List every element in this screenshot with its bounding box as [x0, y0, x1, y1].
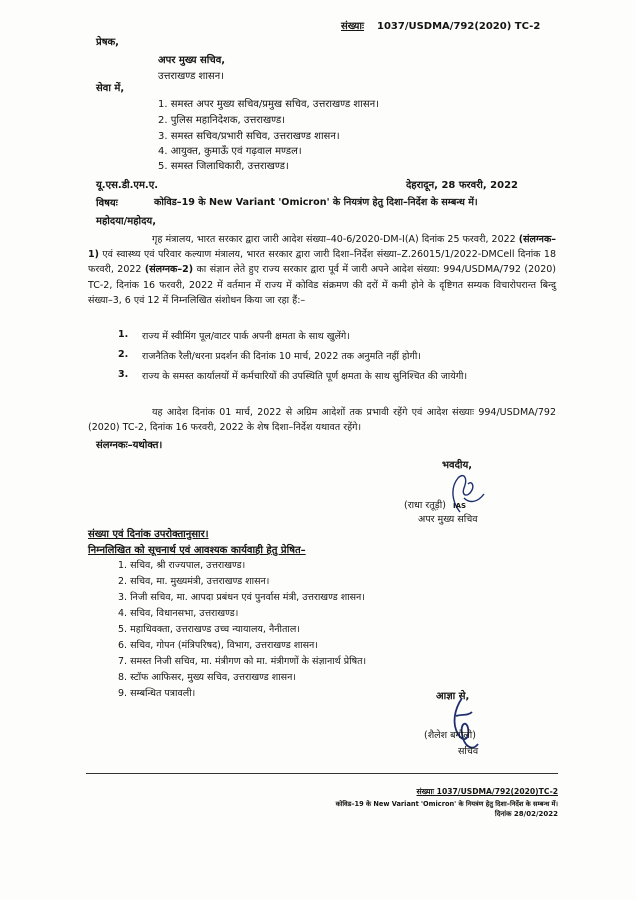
- body-text: गृह मंत्रालय, भारत सरकार द्वारा जारी आदेश संख्या–40-6/2020-DM-I(A) दिनांक 25 फरवरी, 2022: [152, 234, 519, 245]
- department-code: यू.एस.डी.एम.ए.: [96, 180, 159, 191]
- ref-number: 1037/USDMA/792(2020) TC-2: [377, 21, 541, 32]
- copy-item: 2. सचिव, मा. मुख्यमंत्री, उत्तराखण्ड शासन।: [118, 576, 270, 587]
- amendment-item: [118, 369, 568, 401]
- subject-label: विषयः: [96, 198, 118, 209]
- recipient-item: 2. पुलिस महानिदेशक, उत्तराखण्ड।: [158, 115, 286, 126]
- signature-closing: भवदीय,: [442, 460, 473, 471]
- copy-item: 7. समस्त निजी सचिव, मा. मंत्रीगण को मा. मंत्रीगणों के संज्ञानार्थ प्रेषित।: [118, 656, 367, 667]
- closing-paragraph: यह आदेश दिनांक 01 मार्च, 2022 से अग्रिम आदेशों तक प्रभावी रहेंगे एवं आदेश संख्याः 994/USDMA/792 (2020) TC-2, दिनांक 16 फरवरी, 2022 के शेष दिशा–निर्देश यथावत रहेंगे।: [88, 407, 556, 434]
- signatory-suffix: IAS: [452, 502, 467, 510]
- signatory-designation-1: अपर मुख्य सचिव: [418, 514, 478, 525]
- copy-item: 8. स्टॉफ आफिसर, मुख्य सचिव, उत्तराखण्ड शासन।: [118, 672, 296, 683]
- footer-date: दिनांक 28/02/2022: [494, 810, 558, 818]
- recipient-item: 5. समस्त जिलाधिकारी, उत्तराखण्ड।: [158, 161, 289, 172]
- enclosure-note: संलग्नकः–यथोक्त।: [96, 440, 163, 451]
- amendment-text: राज्य में स्वीमिंग पूल/वाटर पार्क अपनी क्षमता के साथ खुलेंगे।: [142, 331, 350, 342]
- copy-heading-1: संख्या एवं दिनांक उपरोक्तानुसार।: [88, 529, 209, 540]
- signature-closing-2: आज्ञा से,: [436, 691, 470, 702]
- footer-reference: संख्याः 1037/USDMA/792(2020)TC-2: [416, 787, 558, 796]
- copy-item: 1. सचिव, श्री राज्यपाल, उत्तराखण्ड।: [118, 560, 246, 571]
- amendment-item: [118, 349, 568, 365]
- recipient-item: 4. आयुक्त, कुमाऊँ एवं गढ़वाल मण्डल।: [158, 146, 302, 157]
- reference-number: [341, 18, 540, 32]
- amendment-number: 2.: [118, 349, 129, 360]
- copy-item: 6. सचिव, गोपन (मंत्रिपरिषद), विभाग, उत्तराखण्ड शासन।: [118, 640, 318, 651]
- sender-label: प्रेषक,: [96, 37, 119, 48]
- signatory-name-1: [404, 498, 466, 511]
- signatory-name-2: (शैलेश बगौली): [424, 730, 476, 741]
- recipient-item: 1. समस्त अपर मुख्य सचिव/प्रमुख सचिव, उत्तराखण्ड शासन।: [158, 99, 379, 110]
- amendment-text: राजनैतिक रैली/धरना प्रदर्शन की दिनांक 10 मार्च, 2022 तक अनुमति नहीं होगी।: [142, 351, 421, 362]
- footer-divider: [86, 773, 558, 774]
- copy-item: 9. सम्बन्धित पत्रावली।: [118, 688, 196, 699]
- recipient-item: 3. समस्त सचिव/प्रभारी सचिव, उत्तराखण्ड शासन।: [158, 131, 340, 142]
- ref-label: संख्याः: [341, 21, 365, 32]
- subject-text: कोविड–19 के New Variant 'Omicron' के नियत्रंण हेतु दिशा–निर्देश के सम्बन्ध में।: [154, 197, 478, 208]
- enclosure-ref-1: (संलग्नक–1): [88, 234, 556, 261]
- amendment-number: 1.: [118, 329, 129, 340]
- copy-heading-2: निम्नलिखित को सूचनार्थ एवं आवश्यक कार्यवाही हेतु प्रेषित–: [88, 545, 306, 556]
- place-date: देहरादून, 28 फरवरी, 2022: [406, 180, 518, 191]
- amendment-number: 3.: [118, 369, 129, 380]
- signatory-designation-2: सचिव: [458, 746, 479, 757]
- sender-name: अपर मुख्य सचिव,: [158, 55, 226, 66]
- amendment-item: [118, 329, 568, 345]
- copy-item: 3. निजी सचिव, मा. आपदा प्रबंधन एवं पुनर्वास मंत्री, उत्तराखण्ड शासन।: [118, 592, 365, 603]
- enclosure-ref-2: (संलग्नक–2): [144, 264, 194, 276]
- body-text: का संज्ञान लेते हुए राज्य सरकार द्वारा पूर्व में जारी अपने आदेश संख्या: 994/USDMA/792 (2020) TC-2, दिनांक 16 फरवरी, 2022 में वर्तमान में राज्य में कोविड संक्रमण की दरों में कमी होने के दृष्टिगत सम्यक विचारोपरान्त बिन्दु संख्या–3, 6 एवं 12 में निम्नलिखित संशोधन किया जा रहा हैं:–: [88, 264, 556, 306]
- copy-item: 4. सचिव, विधानसभा, उत्तराखण्ड।: [118, 608, 239, 619]
- copy-item: 5. महाधिवक्ता, उत्तराखण्ड उच्च न्यायालय, नैनीताल।: [118, 624, 300, 635]
- signatory-name: (राधा रतूड़ी): [404, 500, 446, 511]
- footer-subject: कोविड–19 के New Variant 'Omicron' के नियत्रंण हेतु दिशा–निर्देश के सम्बन्ध में।: [335, 800, 558, 808]
- amendment-text: राज्य के समस्त कार्यालयों में कर्मचारियों की उपस्थिति पूर्ण क्षमता के साथ सुनिश्चित की जायेगी।: [142, 371, 468, 382]
- body-text: एवं स्वास्थ्य एवं परिवार कल्याण मंत्रालय, भारत सरकार द्वारा जारी दिशा–निर्देश संख्या–Z.26015/1/2022-DMCell दिनांक 18 फरवरी, 2022: [88, 249, 556, 276]
- body-paragraph: [88, 232, 556, 308]
- sender-org: उत्तराखण्ड शासन।: [158, 71, 225, 82]
- salutation: महोदया/महोदय,: [96, 216, 157, 227]
- recipients-label: सेवा में,: [96, 83, 125, 94]
